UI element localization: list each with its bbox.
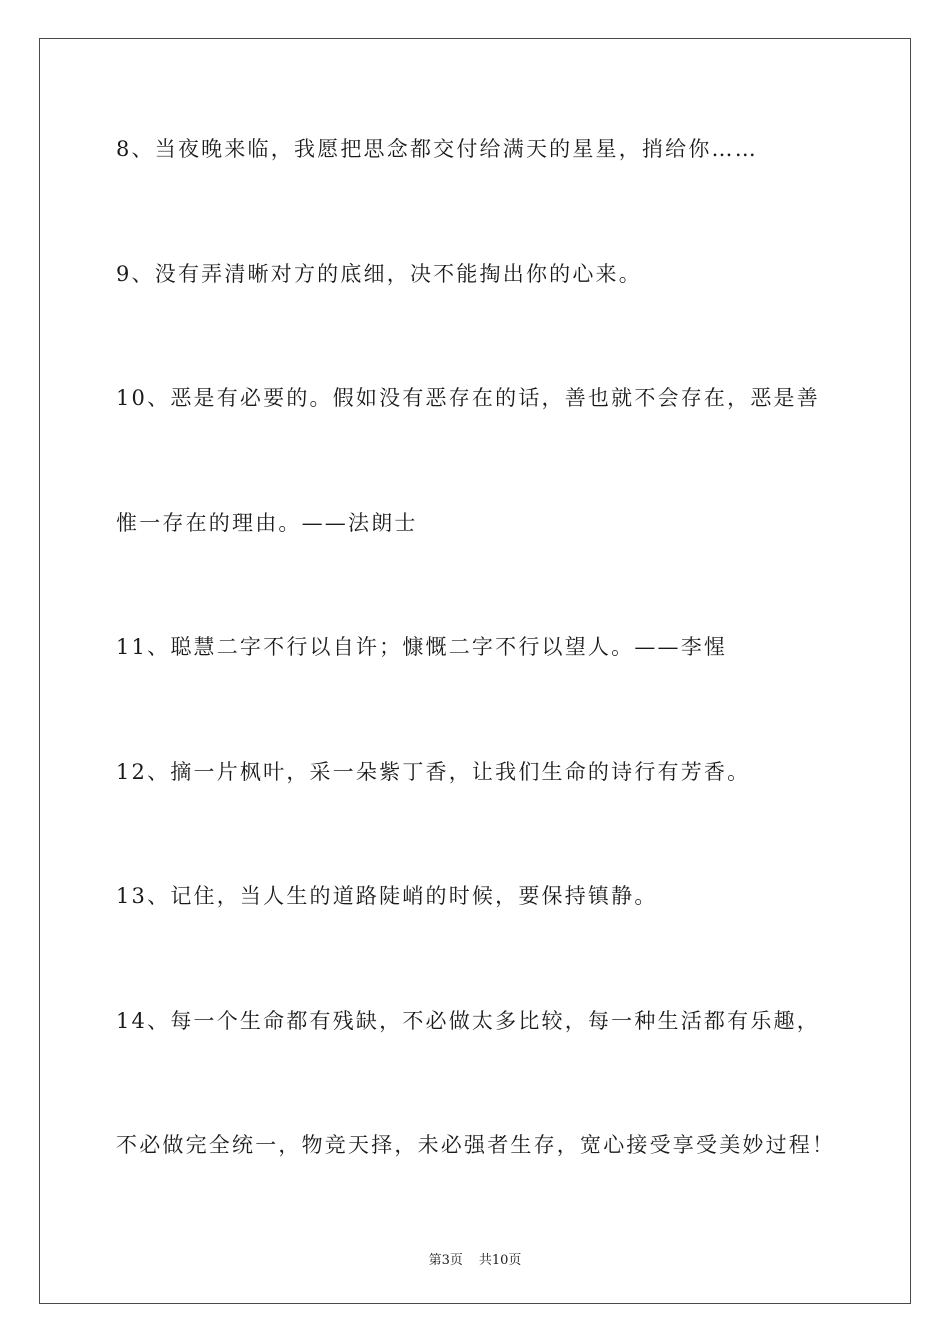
page-number: 第3页 [428, 1253, 463, 1268]
quote-line-10-cont: 惟一存在的理由。——法朗士 [116, 511, 418, 535]
page-total: 共10页 [478, 1253, 522, 1268]
quote-line-13: 13、记住，当人生的道路陡峭的时候，要保持镇静。 [116, 884, 658, 908]
quote-line-12: 12、摘一片枫叶，采一朵紫丁香，让我们生命的诗行有芳香。 [116, 760, 751, 784]
page-border [39, 38, 911, 1304]
quote-line-14-cont: 不必做完全统一，物竞天择，未必强者生存，宽心接受享受美妙过程！ [116, 1133, 836, 1157]
quote-line-9: 9、没有弄清晰对方的底细，决不能掏出你的心来。 [116, 262, 642, 286]
quote-line-11: 11、聪慧二字不行以自许；慷慨二字不行以望人。——李惺 [116, 635, 728, 659]
page-footer [0, 1249, 950, 1268]
quote-line-14: 14、每一个生命都有残缺，不必做太多比较，每一种生活都有乐趣， [116, 1009, 820, 1033]
quote-line-8: 8、当夜晚来临，我愿把思念都交付给满天的星星，捎给你…… [116, 137, 758, 161]
quote-line-10: 10、恶是有必要的。假如没有恶存在的话，善也就不会存在，恶是善 [116, 386, 820, 410]
